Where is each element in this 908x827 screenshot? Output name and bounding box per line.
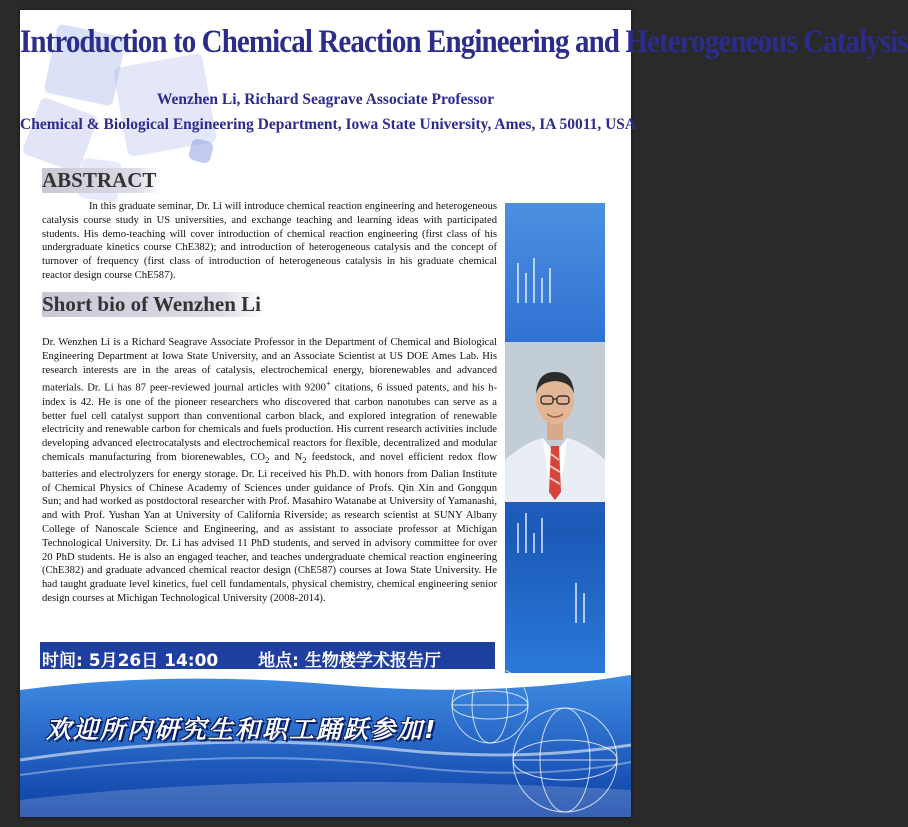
place-value: 生物楼学术报告厅	[304, 651, 441, 671]
seminar-poster	[20, 10, 908, 817]
event-info	[42, 646, 441, 671]
place-label: 地点:	[258, 651, 299, 671]
subscript-two: 2	[302, 455, 307, 466]
speaker-portrait-illustration	[505, 342, 605, 502]
speaker-photo	[505, 342, 605, 502]
bio-text-part: feedstock, and novel efficient redox flow batteries and electrolyzers for energy storage. Dr. Li received his Ph.D. with honors from Dalian Institute of Chemical Physics of Chinese Academy of Sciences under guidance of Profs. Qin Xin and Gongqun Sun; and had worked as postdoctoral researcher with Prof. Masahiro Watanabe at University of Yamanashi, and with Prof. Yushan Yan at University of California Riverside; as research scientist at SUNY Albany College of Nanoscale Science and Engineering, and as assistant to associate professor at Michigan Technological University. Dr. Li has advised 11 PhD students, and served in advisory committee for over 20 PhD students. He is also an engaged teacher, and teaches undergraduate chemical reaction engineering (ChE382) and graduate advanced chemical reactor design (ChE587) courses at Iowa State University. He had taught graduate level kinetics, fuel cell fundamentals, physical chemistry, chemical engineering senior design courses at Michigan Technological University (2008-2014).	[42, 451, 497, 604]
welcome-banner: 欢迎所内研究生和职工踊跃参加!	[46, 715, 438, 744]
abstract-text: In this graduate seminar, Dr. Li will introduce chemical reaction engineering and heterogeneous catalysis course study in US universities, and exchange teaching and learning ideas with participated students. His demo-teaching will cover introduction of chemical reaction engineering (first class of his undergraduate kinetics course ChE382); and introduction of heterogeneous catalysis and the concept of turnover of frequency (first class of introduction of heterogeneous catalysis in his graduate chemical reactor design course ChE587).	[42, 201, 497, 281]
time-value: 5月26日 14:00	[88, 651, 219, 671]
subscript-two: 2	[265, 455, 270, 466]
abstract-heading: ABSTRACT	[42, 168, 160, 193]
decorative-square	[188, 138, 215, 165]
speaker-affiliation: Chemical & Biological Engineering Department, Iowa State University, Ames, IA 50011, USA	[20, 116, 637, 133]
superscript-plus: +	[325, 378, 331, 389]
bio-text-part: and N	[269, 451, 303, 463]
time-label: 时间:	[42, 651, 83, 671]
speaker-name: Wenzhen Li, Richard Seagrave Associate Professor	[156, 91, 495, 108]
bio-text	[42, 336, 497, 606]
bio-text-part: citations, 6 issued patents, and his h-index is 42. He is one of the pioneer researchers who discovered that carbon nanotubes can serve as a better fuel cell catalyst support than conventional carbon black, and explored integration of renewable electricity and renewable carbon for chemicals and fuels production. His current research activities include developing advanced electrocatalysts and electrochemical reactors for flexible, decentralized and modular chemicals manufacturing from biorenewables, CO	[42, 382, 497, 463]
bio-heading: Short bio of Wenzhen Li	[42, 292, 265, 317]
bio-text-part: Dr. Wenzhen Li is a Richard Seagrave Associate Professor in the Department of Chemical and Biological Engineering Department at Iowa State University, and an Associate Scientist at US DOE Ames Lab. His research interests are in the areas of catalysis, electrochemical energy, biorenewables and advanced materials. Dr. Li has 87 peer-reviewed journal articles with 9200	[42, 337, 497, 394]
poster-title: Introduction to Chemical Reaction Engineering and Heterogeneous Catalysis	[20, 24, 908, 60]
